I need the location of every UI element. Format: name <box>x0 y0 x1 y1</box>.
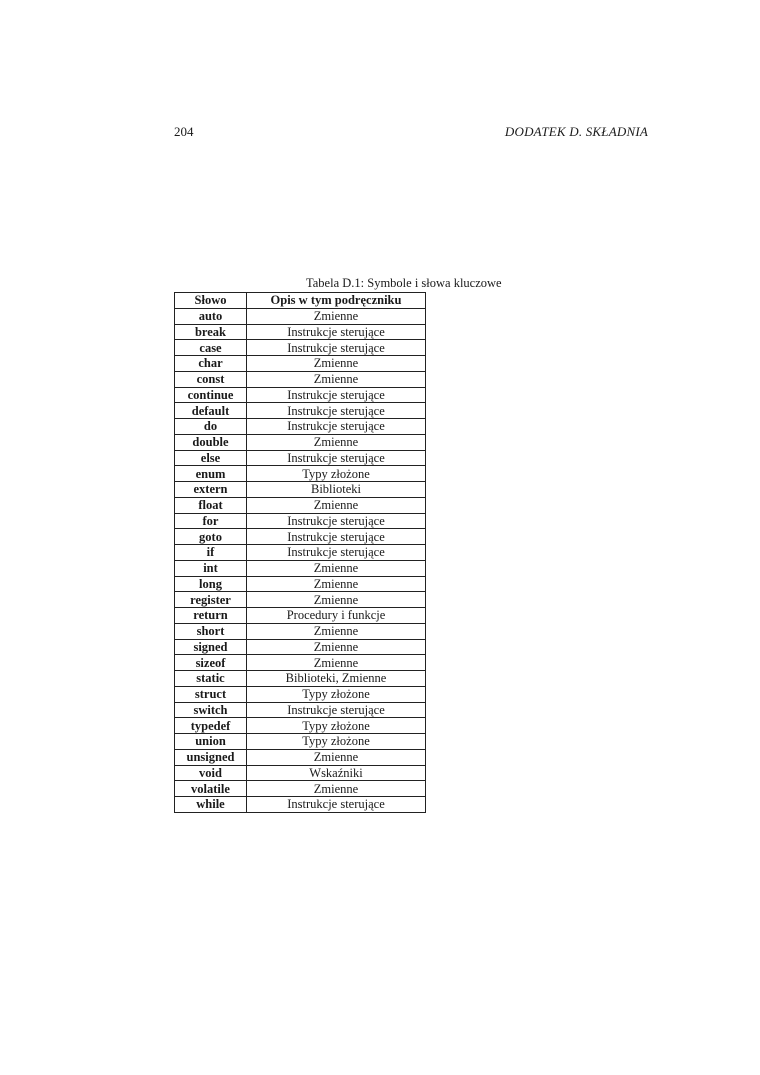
description-cell: Zmienne <box>247 308 426 324</box>
table-row <box>175 482 426 498</box>
table-row <box>175 576 426 592</box>
table-row <box>175 592 426 608</box>
running-head: DODATEK D. SKŁADNIA <box>504 124 648 139</box>
keyword-cell: register <box>175 592 247 608</box>
table-row <box>175 545 426 561</box>
table-row <box>175 356 426 372</box>
description-cell: Biblioteki <box>247 482 426 498</box>
table-header-row <box>175 293 426 309</box>
keywords-table <box>174 292 426 813</box>
description-cell: Zmienne <box>247 356 426 372</box>
table-row <box>175 560 426 576</box>
description-cell: Procedury i funkcje <box>247 608 426 624</box>
description-cell: Instrukcje sterujące <box>247 340 426 356</box>
description-cell: Typy złożone <box>247 686 426 702</box>
keyword-cell: sizeof <box>175 655 247 671</box>
table-row <box>175 655 426 671</box>
description-cell: Wskaźniki <box>247 765 426 781</box>
table-row <box>175 434 426 450</box>
description-cell: Instrukcje sterujące <box>247 529 426 545</box>
table-row <box>175 340 426 356</box>
page-number: 204 <box>174 124 194 139</box>
table-row <box>175 466 426 482</box>
table-caption: Tabela D.1: Symbole i słowa kluczowe <box>306 276 502 290</box>
keyword-cell: char <box>175 356 247 372</box>
description-cell: Zmienne <box>247 434 426 450</box>
description-cell: Zmienne <box>247 639 426 655</box>
column-header-word: Słowo <box>175 293 247 309</box>
description-cell: Typy złożone <box>247 466 426 482</box>
description-cell: Biblioteki, Zmienne <box>247 671 426 687</box>
keyword-cell: long <box>175 576 247 592</box>
table-row <box>175 702 426 718</box>
description-cell: Zmienne <box>247 592 426 608</box>
table-row <box>175 734 426 750</box>
keyword-cell: int <box>175 560 247 576</box>
description-cell: Instrukcje sterujące <box>247 419 426 435</box>
keyword-cell: typedef <box>175 718 247 734</box>
table-row <box>175 497 426 513</box>
keyword-cell: goto <box>175 529 247 545</box>
description-cell: Zmienne <box>247 623 426 639</box>
table-row <box>175 765 426 781</box>
table-row <box>175 529 426 545</box>
table-row <box>175 308 426 324</box>
keyword-cell: extern <box>175 482 247 498</box>
keyword-cell: default <box>175 403 247 419</box>
description-cell: Zmienne <box>247 749 426 765</box>
description-cell: Instrukcje sterujące <box>247 702 426 718</box>
description-cell: Zmienne <box>247 371 426 387</box>
keyword-cell: static <box>175 671 247 687</box>
keyword-cell: while <box>175 797 247 813</box>
keyword-cell: const <box>175 371 247 387</box>
description-cell: Zmienne <box>247 781 426 797</box>
keyword-cell: short <box>175 623 247 639</box>
description-cell: Instrukcje sterujące <box>247 545 426 561</box>
description-cell: Instrukcje sterujące <box>247 797 426 813</box>
keyword-cell: switch <box>175 702 247 718</box>
table-row <box>175 718 426 734</box>
description-cell: Instrukcje sterujące <box>247 403 426 419</box>
description-cell: Zmienne <box>247 576 426 592</box>
table-row <box>175 671 426 687</box>
description-cell: Zmienne <box>247 655 426 671</box>
table-row <box>175 686 426 702</box>
table-row <box>175 403 426 419</box>
table-body <box>175 308 426 812</box>
table-row <box>175 639 426 655</box>
keyword-cell: do <box>175 419 247 435</box>
description-cell: Instrukcje sterujące <box>247 450 426 466</box>
keyword-cell: auto <box>175 308 247 324</box>
keyword-cell: for <box>175 513 247 529</box>
keyword-cell: unsigned <box>175 749 247 765</box>
table-row <box>175 387 426 403</box>
description-cell: Zmienne <box>247 560 426 576</box>
keyword-cell: continue <box>175 387 247 403</box>
column-header-description: Opis w tym podręczniku <box>247 293 426 309</box>
description-cell: Zmienne <box>247 497 426 513</box>
keyword-cell: struct <box>175 686 247 702</box>
keyword-cell: else <box>175 450 247 466</box>
table-row <box>175 608 426 624</box>
table-row <box>175 324 426 340</box>
description-cell: Instrukcje sterujące <box>247 513 426 529</box>
table-row <box>175 450 426 466</box>
table-row <box>175 513 426 529</box>
keyword-cell: signed <box>175 639 247 655</box>
keyword-cell: enum <box>175 466 247 482</box>
keyword-cell: union <box>175 734 247 750</box>
table-row <box>175 623 426 639</box>
keyword-cell: case <box>175 340 247 356</box>
table-row <box>175 797 426 813</box>
description-cell: Typy złożone <box>247 718 426 734</box>
table-row <box>175 371 426 387</box>
description-cell: Instrukcje sterujące <box>247 324 426 340</box>
description-cell: Typy złożone <box>247 734 426 750</box>
keyword-cell: if <box>175 545 247 561</box>
description-cell: Instrukcje sterujące <box>247 387 426 403</box>
table-row <box>175 781 426 797</box>
table-row <box>175 419 426 435</box>
keyword-cell: double <box>175 434 247 450</box>
table-row <box>175 749 426 765</box>
keyword-cell: break <box>175 324 247 340</box>
keyword-cell: void <box>175 765 247 781</box>
keyword-cell: volatile <box>175 781 247 797</box>
keyword-cell: float <box>175 497 247 513</box>
keyword-cell: return <box>175 608 247 624</box>
